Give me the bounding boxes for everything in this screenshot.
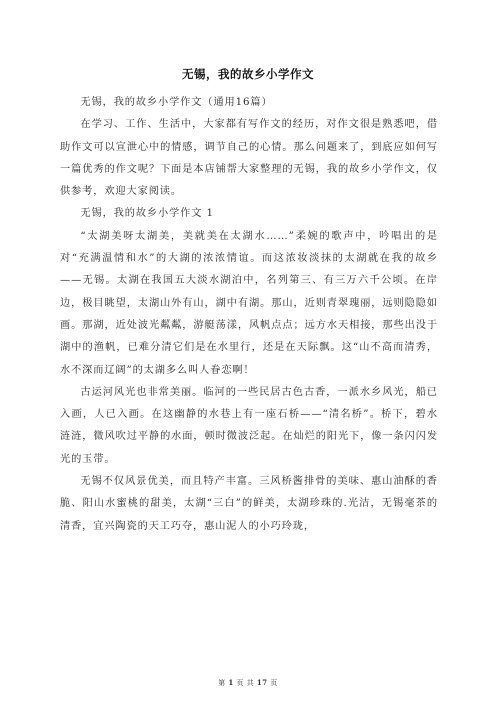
- footer-middle: 页 共: [236, 679, 255, 687]
- paragraph-intro: 在学习、工作、生活中，大家都有写作文的经历，对作文很是熟悉吧，借助作文可以宣泄心中的情感，调节自己的心情。那么问题来了，到底应如何写一篇优秀的作文呢？下面是本店铺帮大家整理的无锡，我的故乡小学作文，仅供参考，欢迎大家阅读。: [60, 119, 438, 198]
- paragraph-taihu: “太湖美呀太湖美，美就美在太湖水……”柔婉的歌声中，吟唱出的是对“充满温情和水”的大湖的浓浓情谊。而这浓妆淡抹的太湖就在我的故乡——无锡。太湖在我国五大淡水湖泊中，名列第三、有三万六千公顷。在岸边，极目眺望，太湖山外有山，湖中有湖。那山，近则青翠瑰丽，远则隐隐如画。那湖，近处波光粼粼，游艇荡漾，风帆点点；远方水天相接，那些出没于湖中的渔帆，已难分清它们是在水里行，还是在天际飘。这“山不高而清秀，水不深而辽阔”的太湖多么叫人眷恋啊！: [60, 230, 438, 376]
- page-footer: [0, 678, 496, 688]
- paragraph-canal: 古运河风光也非常美丽。临河的一些民居古色古香，一派水乡风光，船已入画，人已入画。在这幽静的水巷上有一座石桥——“清名桥”。桥下，碧水涟涟，微风吹过平静的水面，顿时微波泛起。在灿烂的阳光下，像一条闪闪发光的玉带。: [60, 386, 438, 465]
- paragraph-specialties: 无锡不仅风景优美，而且特产丰富。三风桥酱排骨的美味、惠山油酥的香脆、阳山水蜜桃的甜美，太湖“三白”的鲜美，太湖珍珠的.光洁，无锡毫茶的清香，宜兴陶瓷的天工巧夺，惠山泥人的小巧玲珑，: [60, 476, 438, 532]
- paragraph-subtitle: 无锡，我的故乡小学作文（通用16篇）: [80, 97, 273, 108]
- document-body: [60, 92, 438, 538]
- footer-total-pages: 17: [256, 678, 268, 687]
- footer-current-page: 1: [228, 678, 234, 687]
- document-title: 无锡，我的故乡小学作文: [182, 67, 314, 81]
- paragraph-essay-heading: 无锡，我的故乡小学作文 1: [80, 208, 214, 220]
- footer-prefix: 第: [218, 679, 226, 687]
- footer-suffix: 页: [270, 679, 278, 687]
